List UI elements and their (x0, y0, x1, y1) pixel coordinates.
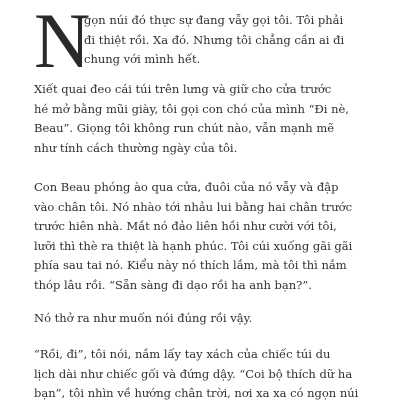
text-line: như tính cách thường ngày của tôi. (34, 140, 238, 155)
text-line: trước hiên nhà. Mắt nó đảo liên hồi như cười với tôi, (34, 219, 337, 233)
text-line: phía sau tai nó. Kiểu này nó thích lắm, mà tôi thì nắm (34, 258, 347, 272)
text-line: Xiết quai đeo cái túi trên lưng và giữ cho cửa trước (34, 82, 332, 96)
text-line: Con Beau phóng ào qua cửa, đuôi của nó vẫy và đập (34, 180, 339, 194)
paragraph-1 (84, 11, 394, 70)
text-line: hé mở bằng mũi giày, tôi gọi con chó của mình “Đi nè, (34, 101, 349, 116)
text-line: lịch dài như chiếc gối và đứng dậy. “Coi bộ thích dữ ha (34, 366, 353, 381)
text-line: bạn”, tôi nhìn về hướng chân trời, nơi xa xa có ngọn núi (34, 386, 359, 400)
paragraph-2 (34, 80, 392, 158)
text-line: đi thiệt rồi. Xa đó. Nhưng tôi chẳng cần ai đi (84, 32, 345, 47)
text-line: gọn núi đó thực sự đang vẫy gọi tôi. Tôi phải (84, 13, 344, 27)
drop-cap: N (34, 0, 91, 84)
paragraph-4 (34, 309, 392, 329)
text-line: Beau”. Giọng tôi không run chút nào, vẫn mạnh mẽ (34, 121, 335, 135)
paragraph-3 (34, 178, 392, 295)
text-line: lưỡi thì thè ra thiệt là hạnh phúc. Tôi cúi xuống gãi gãi (34, 238, 353, 253)
text-line: chung với mình hết. (84, 52, 201, 66)
paragraph-5 (34, 345, 392, 400)
text-line: “Rồi, đi”, tôi nói, nắm lấy tay xách của chiếc túi du (34, 347, 331, 361)
text-line: Nó thở ra như muốn nói đúng rồi vậy. (34, 311, 253, 325)
text-line: vào chân tôi. Nó nhào tới nhảu lui bằng hai chân trước (34, 199, 353, 214)
text-line: thóp lâu rồi. “Sẵn sàng đi dạo rồi ha anh bạn?”. (34, 277, 312, 292)
